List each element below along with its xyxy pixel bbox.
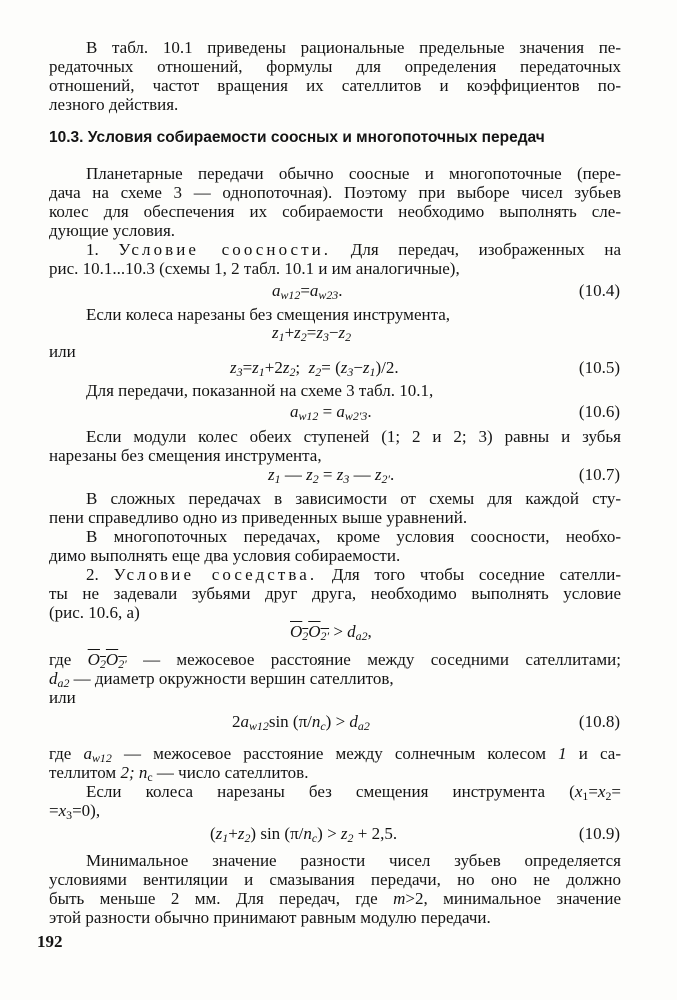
paragraph-line: ты не задевали зубьями друг друга, необходимо выполнять условие xyxy=(49,584,621,603)
section-title: 10.3. Условия собираемости соосных и многопоточных передач xyxy=(49,129,545,146)
paragraph-line: $=x_3=0$), xyxy=(49,801,101,822)
condition-text: Для того чтобы соседние сателли- xyxy=(331,565,622,584)
word-or: или xyxy=(49,342,76,361)
paragraph-line: этой разности обычно принимают равным модулю передачи. xyxy=(49,908,491,927)
paragraph-text: минимальное значение xyxy=(443,889,621,908)
paragraph-line: дача на схеме 3 — однопоточная). Поэтому при выборе чисел зубьев xyxy=(49,183,621,202)
paragraph-text: Если колеса нарезаны без смещения инструмента xyxy=(86,782,546,801)
paragraph-line: Планетарные передачи обычно соосные и многопоточные (пере- xyxy=(86,164,621,183)
definition-line: теллитом 2; $n_c$ — число сателлитов. xyxy=(49,763,309,784)
paragraph-line: (рис. 10.6, а) xyxy=(49,603,140,622)
paragraph-line: рис. 10.1...10.3 (схемы 1, 2 табл. 10.1 и им аналогичные), xyxy=(49,259,460,278)
definition-line: $d_{a2}$ — диаметр окружности вершин сателлитов, xyxy=(49,669,394,690)
paragraph-line: Если колеса нарезаны без смещения инструмента, xyxy=(86,305,451,324)
equation-number: (10.9) xyxy=(578,824,620,843)
condition-2-line xyxy=(86,565,621,584)
condition-1-line xyxy=(86,240,621,259)
equation-10-7: $z_1$ — $z_2 = z_3$ — $z_{2'}$. xyxy=(268,465,395,486)
definition-text: число сателлитов. xyxy=(178,763,309,782)
definition-text: межосевое расстояние между солнечным колесом xyxy=(153,744,546,763)
intro-line: лезного действия. xyxy=(49,95,179,114)
definition-text: межосевое расстояние между соседними сателлитами; xyxy=(176,650,621,669)
condition-text: Для передач, изображенных на xyxy=(350,240,622,259)
condition-title: Условие соседства. xyxy=(113,565,318,584)
paragraph-line: дующие условия. xyxy=(49,221,176,240)
condition-title: Условие соосности. xyxy=(118,240,332,259)
paragraph-line: колес для обеспечения их собираемости необходимо выполнять сле- xyxy=(49,202,621,221)
paragraph-line: пени справедливо одно из приведенных выше уравнений. xyxy=(49,508,468,527)
paragraph-line: Если модули колес обеих ступеней (1; 2 и 2; 3) равны и зубья xyxy=(86,427,621,446)
equation-10-8: $2a_{w12}\sin$ $(\pi/n_c) > d_{a2}$ xyxy=(232,712,370,733)
condition-number: 2. xyxy=(86,565,99,584)
paragraph-line: Если колеса нарезаны без смещения инструмента ($x_1=x_2=$ xyxy=(86,782,621,803)
definition-line: где $O_2O_{2'}$ — межосевое расстояние между соседними сателлитами; xyxy=(49,650,621,671)
intro-line: отношений, частот вращения их сателлитов и коэффициентов по- xyxy=(49,76,621,95)
definition-text: диаметр окружности вершин сателлитов, xyxy=(94,669,394,688)
paragraph-line: быть меньше 2 мм. Для передач, где m>2, минимальное значение xyxy=(49,889,621,908)
paragraph-line: Для передачи, показанной на схеме 3 табл. 10.1, xyxy=(86,381,434,400)
equation-10-5: $z_3=z_1+2z_2$; $z_2= (z_3-z_1)/2$. xyxy=(230,358,399,379)
paragraph-line: нарезаны без смещения инструмента, xyxy=(49,446,322,465)
equation-number: (10.4) xyxy=(578,281,620,300)
equation-number: (10.5) xyxy=(578,358,620,377)
equation-10-9: $(z_1+z_2)$ $\sin (\pi/n_c) > z_2 + 2,5$. xyxy=(210,824,398,845)
equation-10-4: $a_{w12}=a_{w23}$. xyxy=(272,281,343,302)
equation-number: (10.7) xyxy=(578,465,620,484)
word-or: или xyxy=(49,688,76,707)
definition-line: где $a_{w12}$ — межосевое расстояние между солнечным колесом 1 и са- xyxy=(49,744,622,765)
paragraph-line: условиями вентиляции и смазывания передачи, но оно не должно xyxy=(49,870,621,889)
paragraph-line: димо выполнять еще два условия собираемости. xyxy=(49,546,401,565)
equation-number: (10.8) xyxy=(578,712,620,731)
paragraph-text: быть меньше 2 мм. Для передач, где xyxy=(49,889,378,908)
definition-text: и са- xyxy=(578,744,622,763)
paragraph-line: В многопоточных передачах, кроме условия соосности, необхо- xyxy=(86,527,621,546)
equation-no-shift: $z_1+z_2=z_3-z_2$ xyxy=(272,323,352,344)
condition-number: 1. xyxy=(86,240,99,259)
definition-text: теллитом xyxy=(49,763,117,782)
equation-number: (10.6) xyxy=(578,402,620,421)
paragraph-line: Минимальное значение разности чисел зубьев определяется xyxy=(86,851,621,870)
equation-10-6: $a_{w12} = a_{w2'3}$. xyxy=(290,402,372,423)
page-number: 192 xyxy=(37,932,63,951)
paragraph-line: В сложных передачах в зависимости от схемы для каждой сту- xyxy=(86,489,621,508)
wheel-number: 2; xyxy=(120,763,135,782)
wheel-number: 1 xyxy=(558,744,567,763)
intro-line: редаточных отношений, формулы для определения передаточных xyxy=(49,57,621,76)
equation-neighbour: $O_2O_{2'} > d_{a2}$, xyxy=(290,622,372,643)
intro-line: В табл. 10.1 приведены рациональные предельные значения пе- xyxy=(86,38,621,57)
